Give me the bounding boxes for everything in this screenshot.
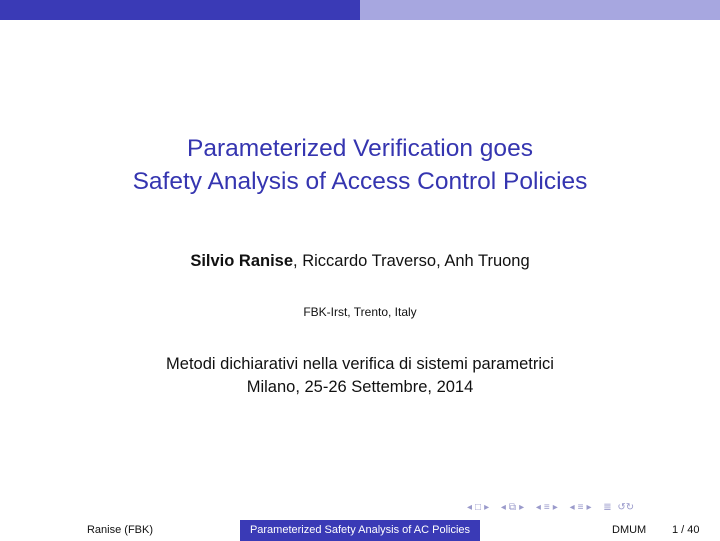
- header-bar-progress: [0, 0, 360, 20]
- footer: [0, 520, 720, 541]
- header-bar: [0, 0, 720, 20]
- footer-page-number: 1 / 40: [672, 524, 700, 536]
- title-line-2: Safety Analysis of Access Control Policies: [132, 168, 588, 195]
- beamer-navigation: [467, 500, 717, 516]
- nav-frame-icon[interactable]: □: [475, 502, 482, 513]
- event-name: Metodi dichiarativi nella verifica di sistemi parametrici: [166, 355, 554, 373]
- nav-page-icon[interactable]: ≡: [577, 502, 584, 513]
- author-primary: Silvio Ranise: [190, 252, 294, 270]
- nav-next-frame-icon[interactable]: ▸: [484, 502, 490, 513]
- nav-prev-page-icon[interactable]: ◂: [569, 502, 575, 513]
- institute: FBK-Irst, Trento, Italy: [303, 305, 417, 319]
- nav-subsection-icon[interactable]: ⧉: [508, 502, 517, 513]
- nav-prev-subsection-icon[interactable]: ◂: [500, 502, 506, 513]
- footer-short-title: Parameterized Safety Analysis of AC Policies: [240, 520, 480, 541]
- event-info: [0, 353, 720, 399]
- slide-title: [0, 132, 720, 198]
- nav-align-icon[interactable]: ≣: [603, 502, 612, 513]
- header-bar-remaining: [360, 0, 720, 20]
- nav-prev-section-icon[interactable]: ◂: [535, 502, 541, 513]
- footer-conference: DMUM: [612, 524, 647, 536]
- nav-next-section-icon[interactable]: ▸: [552, 502, 558, 513]
- authors-rest: , Riccardo Traverso, Anh Truong: [293, 252, 530, 270]
- nav-next-subsection-icon[interactable]: ▸: [519, 502, 525, 513]
- footer-right: [480, 520, 720, 541]
- footer-author: Ranise (FBK): [0, 520, 240, 541]
- event-date: Milano, 25-26 Settembre, 2014: [246, 378, 474, 396]
- nav-section-icon[interactable]: ≡: [543, 502, 550, 513]
- nav-prev-frame-icon[interactable]: ◂: [467, 502, 473, 513]
- authors: [0, 251, 720, 271]
- title-line-1: Parameterized Verification goes: [187, 135, 533, 162]
- nav-next-page-icon[interactable]: ▸: [586, 502, 592, 513]
- nav-search-icon[interactable]: ↺↻: [617, 502, 635, 513]
